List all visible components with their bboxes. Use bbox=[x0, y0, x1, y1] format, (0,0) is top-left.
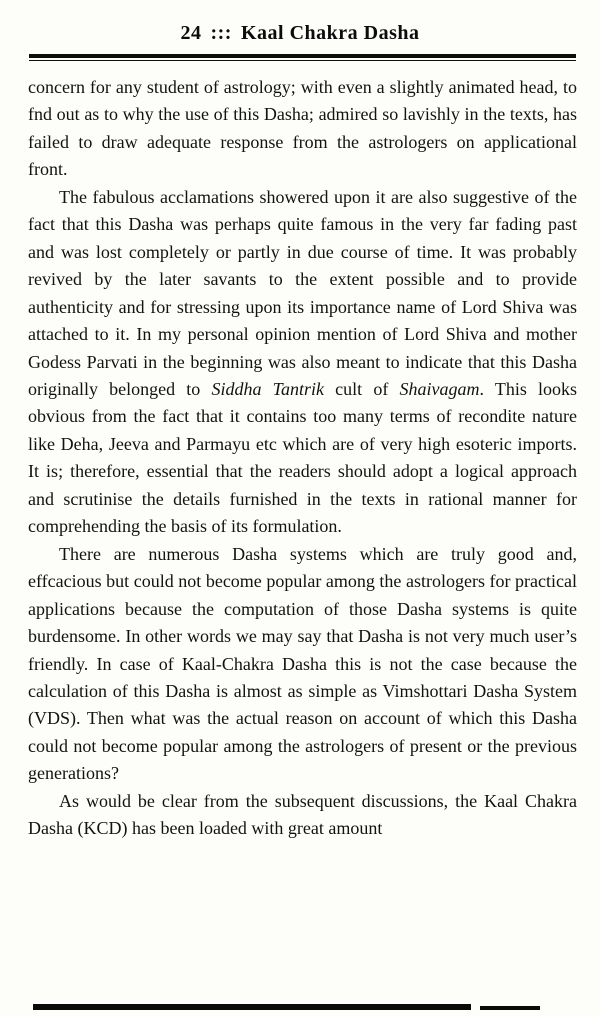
italic-text-run: Siddha Tantrik bbox=[211, 378, 324, 399]
header-rule bbox=[29, 54, 576, 61]
page-title: Kaal Chakra Dasha bbox=[240, 22, 420, 44]
paragraph bbox=[28, 541, 577, 788]
text-run: The fabulous acclamations showered upon it are also suggestive of the fact that this Dasha was perhaps quite famous in the very far fading past and was lost completely or partly in due course of time. It was probably revived by the later savants to the extent possible and to provide authenticity and for stressing upon its importance name of Lord Shiva was attached to it. In my personal opinion mention of Lord Shiva and mother Godess Parvati in the beginning was also meant to indicate that this Dasha originally belonged to bbox=[28, 186, 577, 399]
bottom-scan-bar bbox=[33, 1004, 471, 1010]
text-run: concern for any student of astrology; with even a slightly animated head, to fnd out as to why the use of this Dasha; admired so lavishly in the texts, has failed to draw adequate response from the astrologers on applicational front. bbox=[28, 77, 577, 180]
text-run: cult of bbox=[324, 378, 400, 399]
page-header bbox=[0, 22, 600, 45]
bottom-scan-bar-fragment bbox=[480, 1006, 540, 1010]
text-run: . This looks obvious from the fact that it contains too many terms of recondite nature like Deha, Jeeva and Parmayu etc which are of very high esoteric imports. It is; therefore, essential that the readers should adopt a logical approach and scrutinise the details furnished in the texts in rational manner for comprehending the basis of its formulation. bbox=[28, 378, 577, 537]
header-separator: ::: bbox=[210, 22, 232, 44]
paragraph bbox=[28, 74, 577, 184]
text-run: There are numerous Dasha systems which are truly good and, effcacious but could not become popular among the astrologers for practical applications because the computation of those Dasha systems is quite burdensome. In other words we may say that Dasha is not very much user’s friendly. In case of Kaal-Chakra Dasha this is not the case because the calculation of this Dasha is almost as simple as Vimshottari Dasha System (VDS). Then what was the actual reason on account of which this Dasha could not become popular among the astrologers of present or the previous generations? bbox=[28, 543, 577, 784]
paragraph bbox=[28, 184, 577, 541]
text-run: As would be clear from the subsequent discussions, the Kaal Chakra Dasha (KCD) has been loaded with great amount bbox=[28, 790, 577, 839]
italic-text-run: Shaivagam bbox=[399, 378, 480, 399]
page-number: 24 bbox=[180, 22, 202, 44]
paragraph bbox=[28, 788, 577, 843]
page-body bbox=[28, 74, 577, 843]
